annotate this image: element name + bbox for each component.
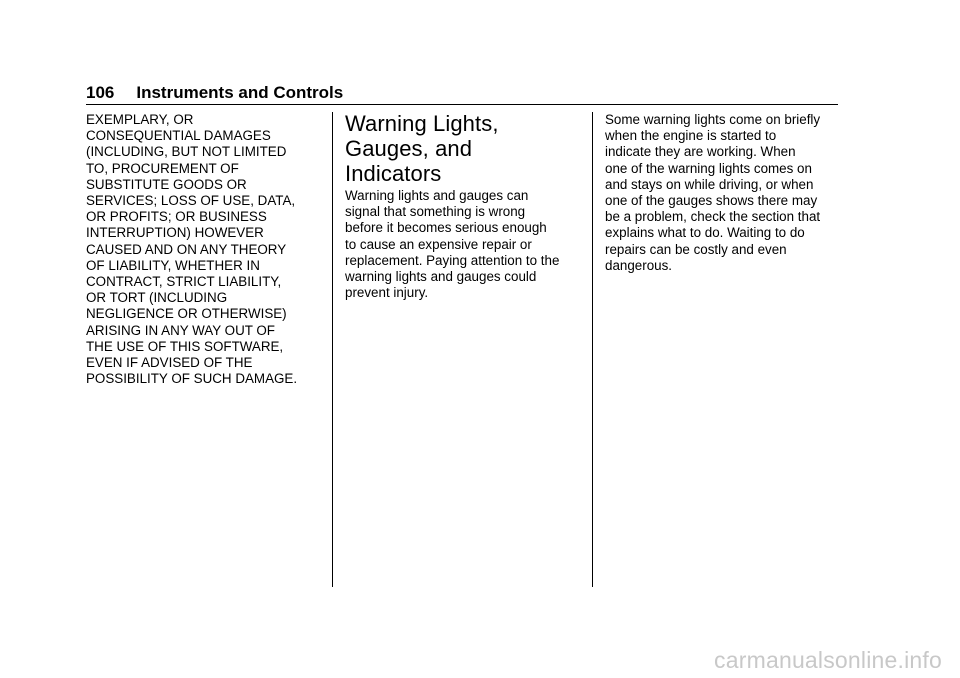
page-header [86,83,343,103]
section-title: Instruments and Controls [136,83,344,102]
column-3-text: Some warning lights come on briefly when the engine is started to indicate they are working. When one of the warning lights comes on and stays on while driving, or when one of the gauges shows there may be a problem, check the section that explains what to do. Waiting to do repairs can be costly and even dangerous. [605,112,821,273]
column-divider-1 [332,112,333,587]
column-divider-2 [592,112,593,587]
watermark-text: carmanualsonline.info [714,647,942,673]
page-number: 106 [86,83,115,102]
section-heading: Warning Lights, Gauges, and Indicators [345,111,499,186]
header-rule [86,104,838,105]
column-2-text: Warning lights and gauges can signal that something is wrong before it becomes serious enough to cause an expensive repair or replacement. Paying attention to the warning lights and gauges could prevent injury. [345,188,560,301]
column-1-text: EXEMPLARY, OR CONSEQUENTIAL DAMAGES (INCLUDING, BUT NOT LIMITED TO, PROCUREMENT OF SUBSTITUTE GOODS OR SERVICES; LOSS OF USE, DATA, OR PROFITS; OR BUSINESS INTERRUPTION) HOWEVER CAUSED AND ON ANY THEORY OF LIABILITY, WHETHER IN CONTRACT, STRICT LIABILITY, OR TORT (INCLUDING NEGLIGENCE OR OTHERWISE) ARISING IN ANY WAY OUT OF THE USE OF THIS SOFTWARE, EVEN IF ADVISED OF THE POSSIBILITY OF SUCH DAMAGE. [86,112,298,387]
